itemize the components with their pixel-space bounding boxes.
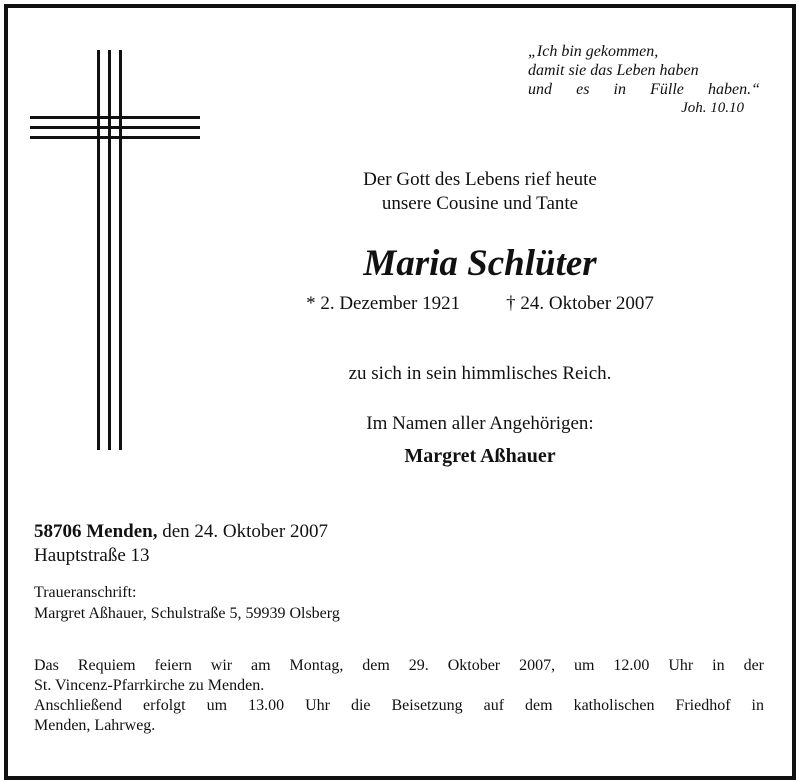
mourning-address-value: Margret Aßhauer, Schulstraße 5, 59939 Olsberg xyxy=(34,605,340,622)
cross-line xyxy=(108,50,111,450)
bible-quote xyxy=(528,42,760,118)
signer-name: Margret Aßhauer xyxy=(404,445,556,467)
requiem-line: Menden, Lahrweg. xyxy=(34,717,156,734)
location-block xyxy=(34,520,764,568)
cross-line xyxy=(30,116,200,119)
family-note: Im Namen aller Angehörigen: xyxy=(366,413,594,434)
intro-text xyxy=(200,168,760,216)
cross-line xyxy=(30,126,200,129)
cross-line xyxy=(97,50,100,450)
location-street: Hauptstraße 13 xyxy=(34,545,150,566)
location-place: 58706 Menden, xyxy=(34,521,158,542)
requiem-line: St. Vincenz-Pfarrkirche zu Menden. xyxy=(34,677,265,694)
death-date: † 24. Oktober 2007 xyxy=(506,293,654,314)
cross-line xyxy=(119,50,122,450)
life-dates xyxy=(200,292,760,316)
birth-date: * 2. Dezember 1921 xyxy=(306,293,461,314)
cross-line xyxy=(30,136,200,139)
mourning-address-label: Traueranschrift: xyxy=(34,584,137,601)
location-date: den 24. Oktober 2007 xyxy=(157,521,328,542)
quote-line: damit sie das Leben haben xyxy=(528,62,699,79)
mourning-address xyxy=(34,582,764,624)
deceased-name: Maria Schlüter xyxy=(363,243,597,284)
cross-icon xyxy=(30,50,200,450)
quote-line: „Ich bin gekommen, xyxy=(528,43,659,60)
quote-reference: Joh. 10.10 xyxy=(681,100,744,116)
intro-line: unsere Cousine und Tante xyxy=(381,193,579,214)
quote-line: und es in Fülle haben.“ xyxy=(528,81,760,98)
requiem-text xyxy=(34,656,764,736)
intro-line: Der Gott des Lebens rief heute xyxy=(363,169,597,190)
requiem-line: Das Requiem feiern wir am Montag, dem 29. Oktober 2007, um 12.00 Uhr in der xyxy=(34,657,764,674)
reich-text: zu sich in sein himmlisches Reich. xyxy=(348,363,612,384)
requiem-line: Anschließend erfolgt um 13.00 Uhr die Beisetzung auf dem katholischen Friedhof in xyxy=(34,697,764,714)
